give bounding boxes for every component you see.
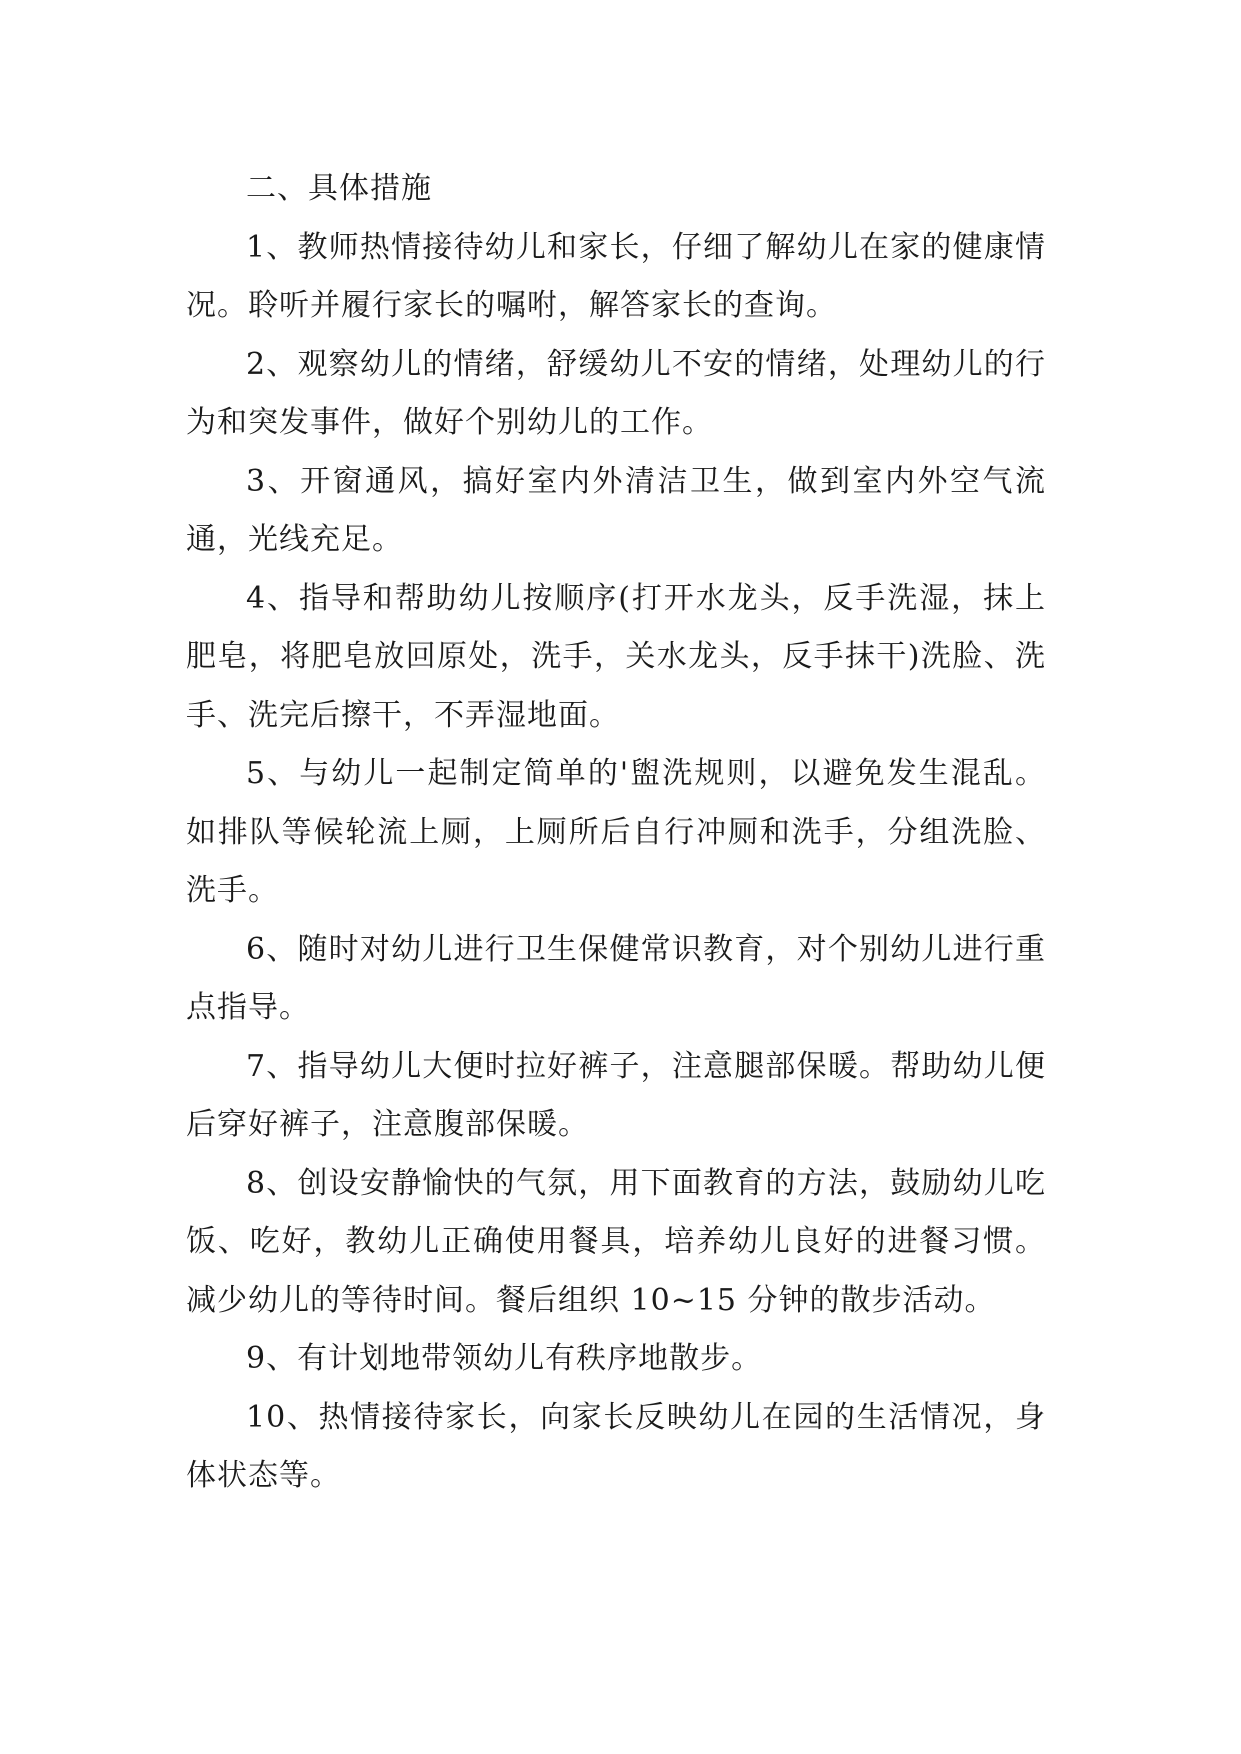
list-item-6: 6、随时对幼儿进行卫生保健常识教育，对个别幼儿进行重点指导。 <box>186 931 1046 1025</box>
list-item-5: 5、与幼儿一起制定简单的'盥洗规则，以避免发生混乱。如排队等候轮流上厕，上厕所后自行冲厕和洗手，分组洗脸、洗手。 <box>186 756 1046 908</box>
list-item-7: 7、指导幼儿大便时拉好裤子，注意腿部保暖。帮助幼儿便后穿好裤子，注意腹部保暖。 <box>186 1048 1046 1142</box>
document-body <box>186 160 1046 1506</box>
section-heading: 二、具体措施 <box>246 171 432 206</box>
list-item-2: 2、观察幼儿的情绪，舒缓幼儿不安的情绪，处理幼儿的行为和突发事件，做好个别幼儿的工作。 <box>186 346 1046 440</box>
list-item-8: 8、创设安静愉快的气氛，用下面教育的方法，鼓励幼儿吃饭、吃好，教幼儿正确使用餐具，培养幼儿良好的进餐习惯。减少幼儿的等待时间。餐后组织 10~15 分钟的散步活动。 <box>186 1165 1046 1318</box>
list-item-3: 3、开窗通风，搞好室内外清洁卫生，做到室内外空气流通，光线充足。 <box>186 463 1046 557</box>
list-item-1: 1、教师热情接待幼儿和家长，仔细了解幼儿在家的健康情况。聆听并履行家长的嘱咐，解答家长的查询。 <box>186 229 1046 323</box>
list-item-9: 9、有计划地带领幼儿有秩序地散步。 <box>246 1341 763 1376</box>
list-item-10: 10、热情接待家长，向家长反映幼儿在园的生活情况，身体状态等。 <box>186 1399 1046 1493</box>
list-item-4: 4、指导和帮助幼儿按顺序(打开水龙头，反手洗湿，抹上肥皂，将肥皂放回原处，洗手，关水龙头，反手抹干)洗脸、洗手、洗完后擦干，不弄湿地面。 <box>186 580 1046 733</box>
